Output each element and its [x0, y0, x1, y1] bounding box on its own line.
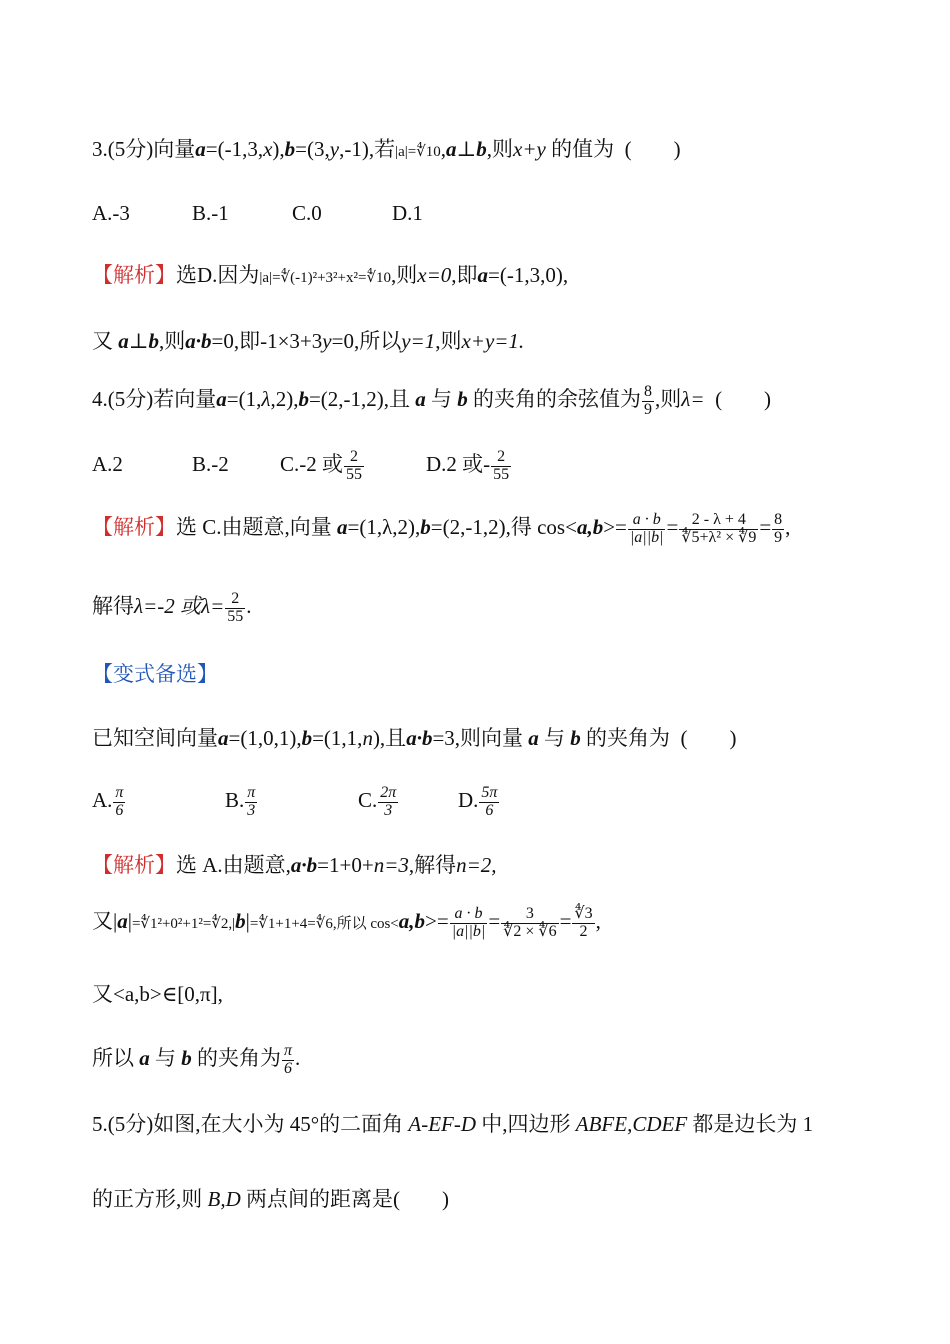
variant-option-a: A. $\frac{\pi}{6}$: [92, 784, 124, 819]
q3-solution-line1: 【解析】选D.因为|a|=∜(-1)²+3²+x²=∜10,则x=0,即a=(-1,3,0),: [92, 263, 569, 287]
q4-option-a: A.2: [92, 452, 123, 477]
q3-stem: 3.(5分)向量a=(-1,3,x),b=(3,y,-1),若|a|=∜10,a⊥b,则x+y 的值为 ( ): [92, 137, 681, 161]
variant-tag: 【变式备选】: [92, 662, 218, 686]
solution-tag: 【解析】: [92, 515, 176, 540]
q4-option-c: C.-2 或 $\frac{2}{55}$: [280, 448, 362, 483]
solution-tag: 【解析】: [92, 853, 176, 877]
q4-stem: 4.(5分)若向量a=(1,λ,2),b=(2,-1,2),且 a 与 b 的夹角的余弦值为 $\frac{8}{9}$ ,则λ= ( ): [92, 383, 772, 418]
variant-solution-line2: 又|a|=∜1²+0²+1²=∜2,|b|=∜1+1+4=∜6,所以 cos<a,b>= $\frac{a \cdot b}{|a||b|}$ = $\frac{3}{∜2 \times ∜6}$ = $\frac{∜3}{2}$ ,: [92, 905, 601, 940]
q3-option-b: B.-1: [192, 201, 229, 225]
q3-option-c: C.0: [292, 201, 322, 225]
q5-stem-line1: 5.(5分)如图,在大小为 45°的二面角 A-EF-D 中,四边形 ABFE,CDEF 都是边长为 1: [92, 1112, 814, 1136]
q4-option-b: B.-2: [192, 452, 229, 477]
q4-solution-line1: 【解析】选 C.由题意,向量 a=(1,λ,2),b=(2,-1,2),得 cos<a,b>= $\frac{a \cdot b}{|a||b|}$ = $\frac{2 - \lambda + 4}{\text{∜5+λ² × ∜9}}$ = $\frac{8}{9}$ ,: [92, 511, 791, 546]
variant-options: [92, 785, 500, 820]
variant-stem: 已知空间向量a=(1,0,1),b=(1,1,n),且a·b=3,则向量 a 与 b 的夹角为 ( ): [92, 726, 737, 750]
cosine-fraction: $\frac{8}{9}$: [644, 383, 653, 418]
variant-solution-line1: 【解析】选 A.由题意,a·b=1+0+n=3,解得n=2,: [92, 853, 497, 877]
q4-options: [92, 449, 512, 484]
q3-option-d: D.1: [392, 201, 423, 225]
q3-option-a: A.-3: [92, 201, 130, 225]
variant-option-d: D. $\frac{5\pi}{6}$: [458, 784, 498, 819]
q4-option-d: D.2 或- $\frac{2}{55}$: [426, 448, 510, 483]
solution-tag: 【解析】: [92, 263, 176, 287]
q3-options: [92, 203, 423, 224]
variant-option-b: B. $\frac{\pi}{3}$: [225, 784, 256, 819]
variant-solution-line3: 又<a,b>∈[0,π],: [92, 982, 223, 1006]
q4-solution-line2: 解得λ=-2 或λ= $\frac{2}{55}$ .: [92, 590, 252, 625]
variant-solution-line4: 所以 a 与 b 的夹角为 $\frac{\pi}{6}$ .: [92, 1042, 301, 1077]
q3-solution-line2: 又 a⊥b,则a·b=0,即-1×3+3y=0,所以y=1,则x+y=1.: [92, 329, 525, 353]
q5-stem-line2: 的正方形,则 B,D 两点间的距离是( ): [92, 1187, 449, 1211]
variant-option-c: C. $\frac{2\pi}{3}$: [358, 784, 397, 819]
